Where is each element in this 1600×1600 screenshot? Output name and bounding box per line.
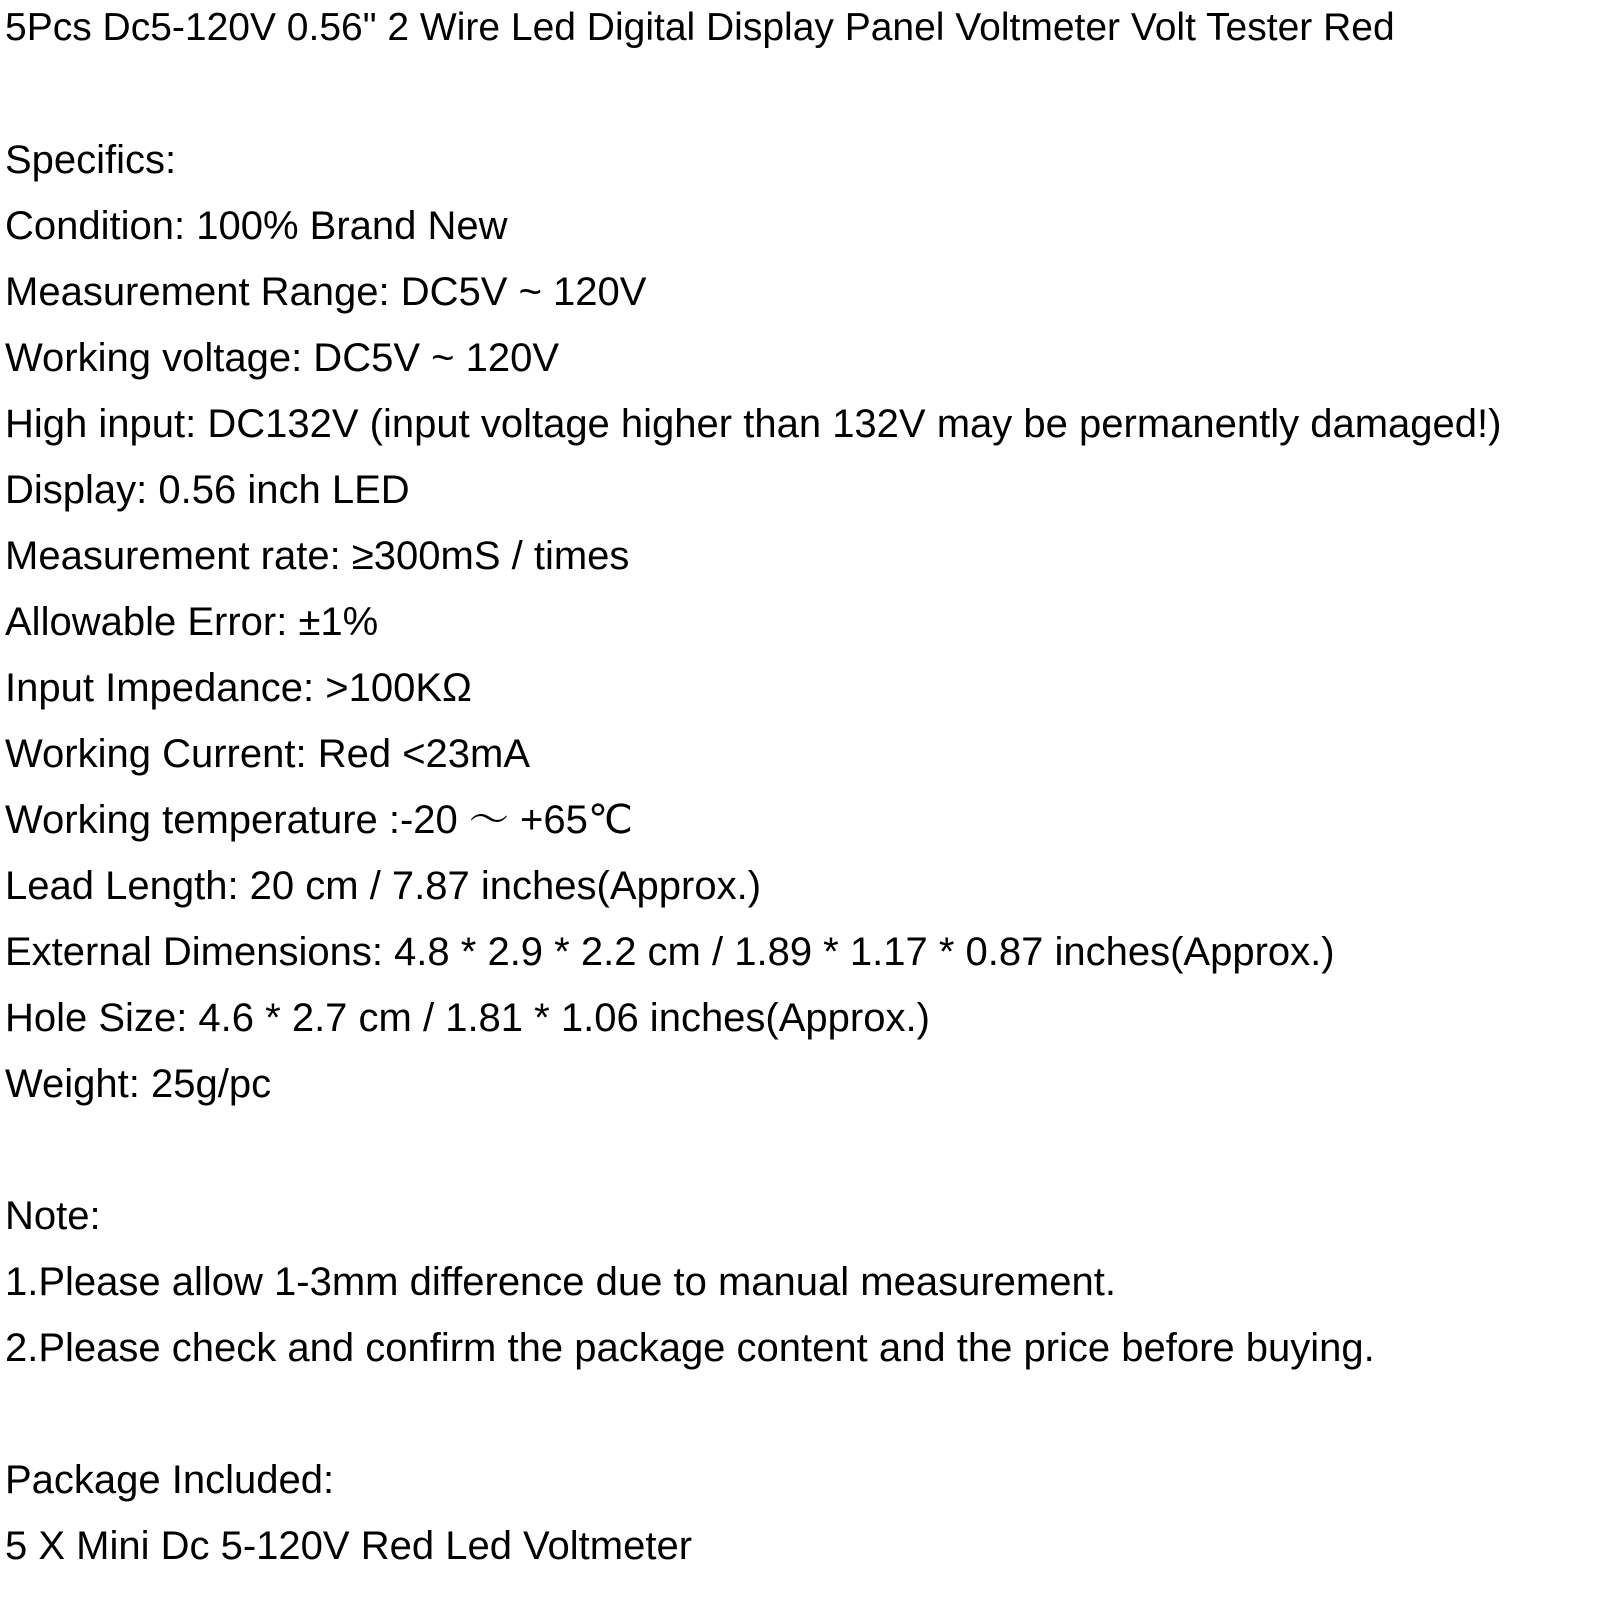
specifics-heading: Specifics: <box>5 138 177 182</box>
spec-measurement-rate: Measurement rate: ≥300mS / times <box>5 534 630 578</box>
product-title: 5Pcs Dc5-120V 0.56" 2 Wire Led Digital Display Panel Voltmeter Volt Tester Red <box>5 6 1395 49</box>
package-item-1: 5 X Mini Dc 5-120V Red Led Voltmeter <box>5 1524 693 1568</box>
note-item-2: 2.Please check and confirm the package content and the price before buying. <box>5 1326 1375 1370</box>
spec-display: Display: 0.56 inch LED <box>5 468 410 512</box>
product-description <box>5 0 1595 1584</box>
spacer <box>5 1122 1595 1188</box>
spec-allowable-error: Allowable Error: ±1% <box>5 600 379 644</box>
note-section <box>5 1188 1595 1386</box>
spec-weight: Weight: 25g/pc <box>5 1062 272 1106</box>
specifics-section <box>5 132 1595 1122</box>
spec-external-dimensions: External Dimensions: 4.8 * 2.9 * 2.2 cm / 1.89 * 1.17 * 0.87 inches(Approx.) <box>5 930 1335 974</box>
spec-working-temperature: Working temperature :-20 ～ +65℃ <box>5 798 633 842</box>
note-item-1: 1.Please allow 1-3mm difference due to manual measurement. <box>5 1260 1116 1304</box>
spacer <box>5 1386 1595 1452</box>
spec-high-input: High input: DC132V (input voltage higher than 132V may be permanently damaged!) <box>5 402 1502 446</box>
spec-condition: Condition: 100% Brand New <box>5 204 508 248</box>
spec-working-voltage: Working voltage: DC5V ~ 120V <box>5 336 560 380</box>
package-section <box>5 1452 1595 1584</box>
package-heading: Package Included: <box>5 1458 335 1502</box>
spec-working-current: Working Current: Red <23mA <box>5 732 531 776</box>
spacer <box>5 66 1595 132</box>
spec-hole-size: Hole Size: 4.6 * 2.7 cm / 1.81 * 1.06 inches(Approx.) <box>5 996 930 1040</box>
spec-measurement-range: Measurement Range: DC5V ~ 120V <box>5 270 647 314</box>
note-heading: Note: <box>5 1194 101 1238</box>
spec-lead-length: Lead Length: 20 cm / 7.87 inches(Approx.) <box>5 864 762 908</box>
spec-input-impedance: Input Impedance: >100KΩ <box>5 666 472 710</box>
